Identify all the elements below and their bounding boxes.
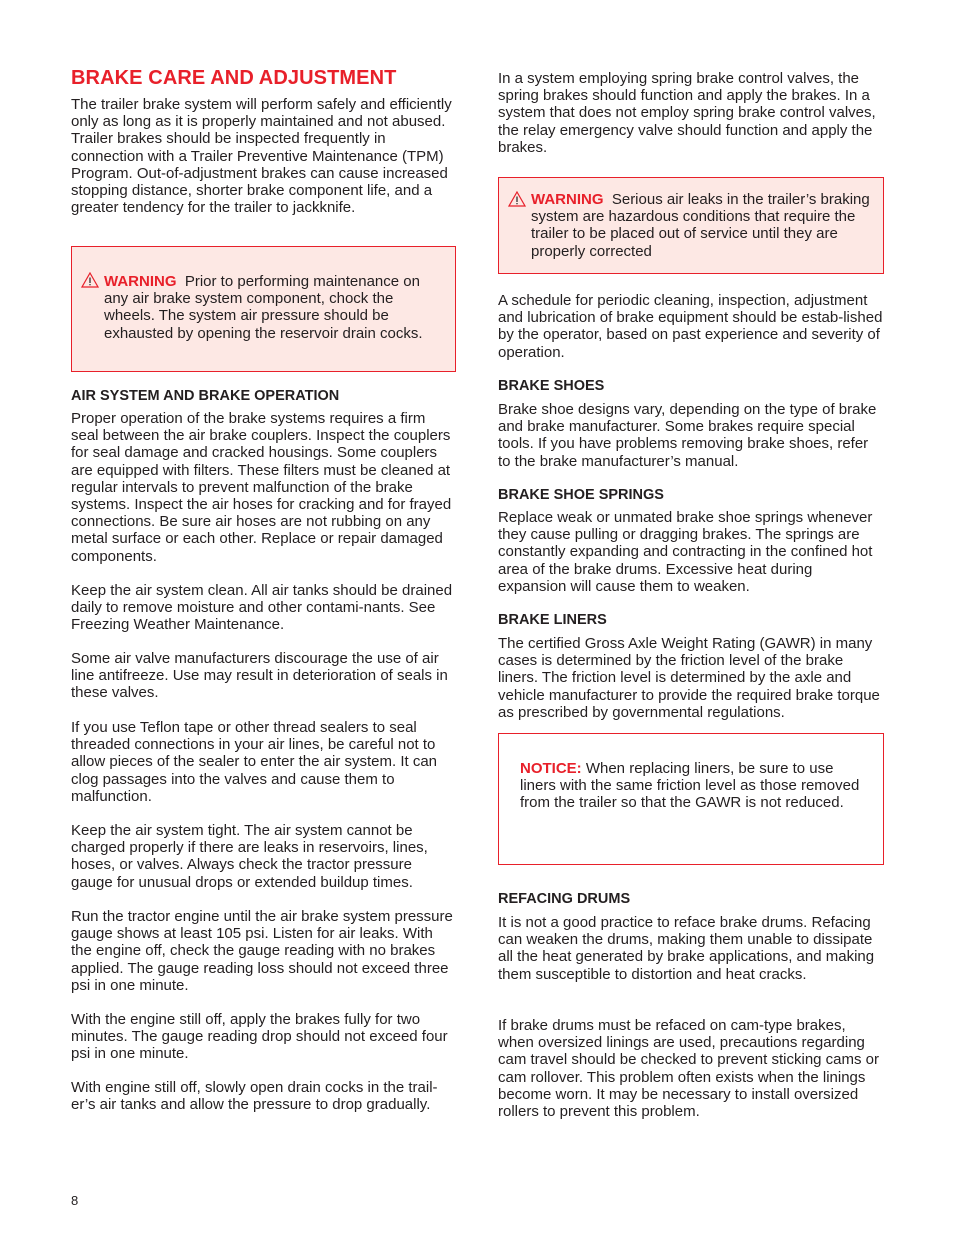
paragraph-couplers: Proper operation of the brake systems requires a firm seal between the air brake couplers. Inspect the couplers for seal damage and cracked housings. Some couplers are equipped with filters. These filters must be cleaned at regular intervals to prevent malfunction of the brake systems. Inspect the air hoses for cracking and for frayed connections. Be sure air hoses are not rubbing on any metal surface or each other. Replace or repair damaged components. (71, 410, 452, 565)
heading-brake-shoe-springs: BRAKE SHOE SPRINGS (498, 487, 664, 503)
intro-paragraph: The trailer brake system will perform safely and efficiently only as long as it is properly maintained and not abused. Trailer brakes should be inspected frequently in connection with a Trailer Preventive Maintenance (TPM) Program. Out-of-adjustment brakes can cause increased stopping distance, shorter brake component life, and a greater tendency for the trailer to jackknife. (71, 96, 452, 217)
section-heading-air-system: AIR SYSTEM AND BRAKE OPERATION (71, 388, 340, 404)
heading-refacing-drums: REFACING DRUMS (498, 891, 631, 907)
warning-text (104, 273, 444, 342)
paragraph-brake-shoe-springs: Replace weak or unmated brake shoe springs whenever they cause pulling or dragging brakes. The springs are constantly expanding and contracting in the confined hot area of the brake drums. Excessive heat during expansion will cause them to weaken. (498, 509, 873, 595)
paragraph-brake-shoes: Brake shoe designs vary, depending on the type of brake and brake manufacturer. Some brakes require special tools. If you have problems removing brake shoes, refer to the brake manufacturer’s manual. (498, 401, 877, 470)
page-number: 8 (71, 1193, 79, 1208)
warning-triangle-icon (508, 191, 526, 207)
paragraph-keep-tight: Keep the air system tight. The air system cannot be charged properly if there are leaks in reservoirs, lines, hoses, or valves. Always check the tractor pressure gauge for unusual drops or extended buildup times. (71, 822, 428, 891)
paragraph-teflon: If you use Teflon tape or other thread sealers to seal threaded connections in your air lines, be careful not to allow pieces of the sealer to enter the air system. It can clog passages into the valves and cause them to malfunction. (71, 719, 438, 805)
heading-brake-shoes: BRAKE SHOES (498, 378, 605, 394)
warning-text (531, 191, 871, 260)
warning-label: WARNING (531, 191, 604, 208)
warning-label: WARNING (104, 273, 177, 290)
warning-body: Prior to performing maintenance on any air brake system component, chock the wheels. The system air pressure should be exhausted by opening the reservoir drain cocks. (104, 273, 423, 342)
paragraph-refacing-2: If brake drums must be refaced on cam-type brakes, when oversized linings are used, precautions regarding cam travel should be checked to prevent sticking cams or cam rollover. This problem often exists when the linings become worn. It may be necessary to install oversized rollers to prevent this problem. (498, 1017, 880, 1121)
paragraph-brake-liners: The certified Gross Axle Weight Rating (GAWR) in many cases is determined by the friction level of the brake liners. The friction level is determined by the axle and vehicle manufacturer to provide the required brake torque as prescribed by governmental regulations. (498, 635, 880, 721)
paragraph-engine-off: With the engine still off, apply the brakes fully for two minutes. The gauge reading drop should not exceed four psi in one minute. (71, 1011, 448, 1063)
paragraph-keep-clean: Keep the air system clean. All air tanks should be drained daily to remove moisture and other contami-nants. See Freezing Weather Maintenance. (71, 582, 453, 634)
warning-box-maintenance (71, 246, 456, 372)
notice-label: NOTICE: (520, 760, 582, 777)
notice-text (520, 760, 865, 812)
paragraph-engine-run: Run the tractor engine until the air brake system pressure gauge shows at least 105 psi. Listen for air leaks. With the engine off, check the gauge reading with no brakes applied. The gauge reading loss should not exceed three psi in one minute. (71, 908, 453, 994)
schedule-paragraph: A schedule for periodic cleaning, inspection, adjustment and lubrication of brake equipment should be estab-lished by the operator, based on past experience and severity of operation. (498, 292, 883, 361)
warning-body: Serious air leaks in the trailer’s braking system are hazardous conditions that require the trailer to be placed out of service until they are properly corrected (531, 191, 870, 260)
heading-brake-liners: BRAKE LINERS (498, 612, 607, 628)
page-title: BRAKE CARE AND ADJUSTMENT (71, 67, 397, 89)
spring-brake-paragraph: In a system employing spring brake control valves, the spring brakes should function and apply the brakes. In a system that does not employ spring brake control valves, the relay emergency valve should function and apply the brakes. (498, 70, 876, 156)
paragraph-refacing-1: It is not a good practice to reface brake drums. Refacing can weaken the drums, making them unable to dissipate all the heat generated by brake applications, and making them susceptible to distortion and heat cracks. (498, 914, 875, 983)
paragraph-antifreeze: Some air valve manufacturers discourage the use of air line antifreeze. Use may result in deterioration of seals in these valves. (71, 650, 448, 702)
notice-body: When replacing liners, be sure to use liners with the same friction level as those removed from the trailer so that the GAWR is not reduced. (520, 760, 860, 812)
warning-triangle-icon (81, 272, 99, 288)
notice-box-liners (498, 733, 884, 865)
paragraph-drain-cocks: With engine still off, slowly open drain cocks in the trail-er’s air tanks and allow the pressure to drop gradually. (71, 1079, 438, 1114)
warning-box-air-leaks (498, 177, 884, 274)
